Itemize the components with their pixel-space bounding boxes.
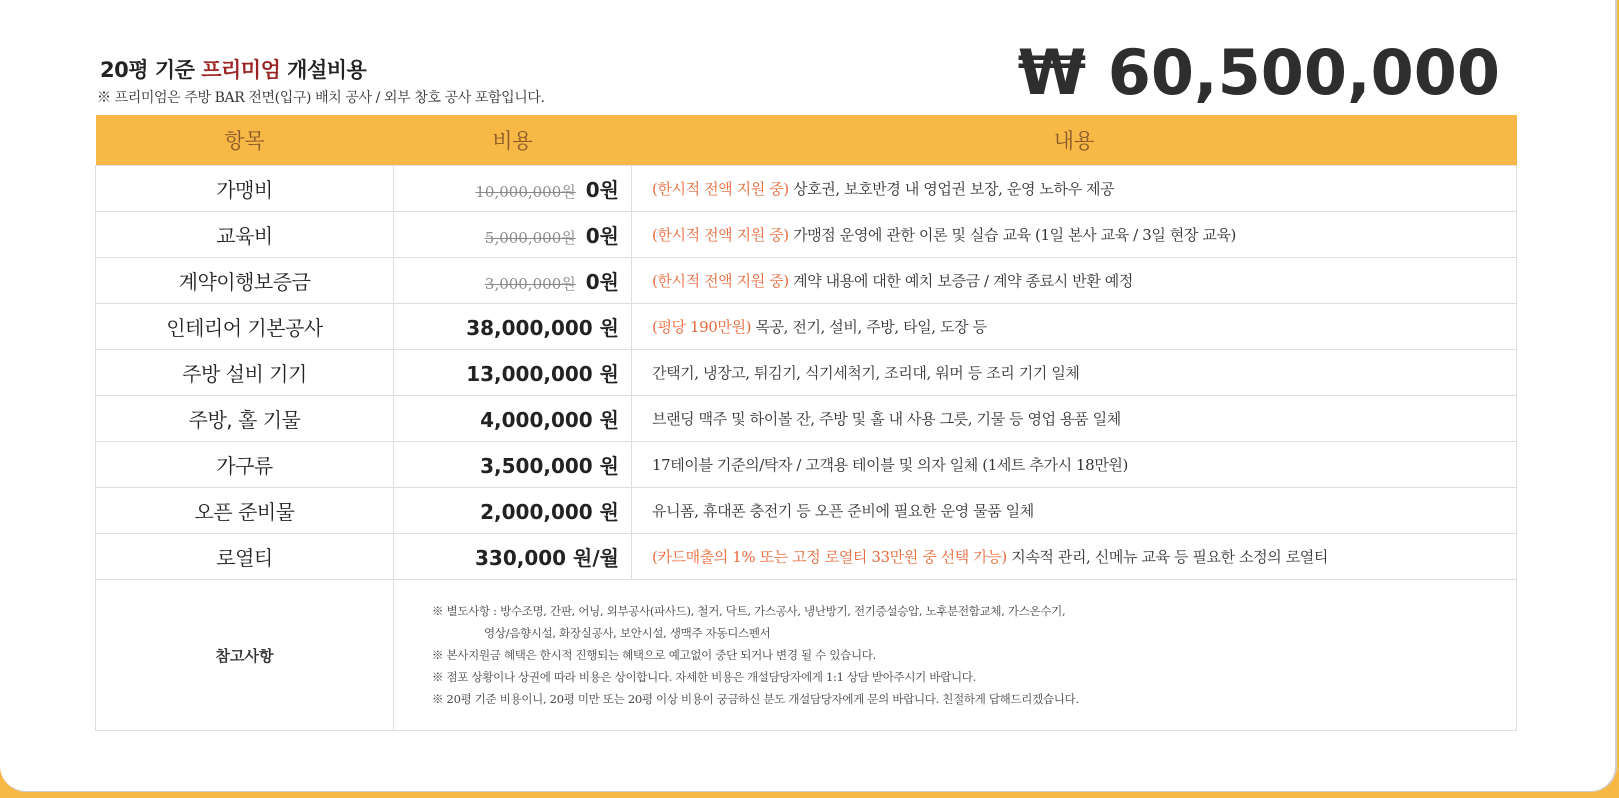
current-price: 4,000,000 원 <box>480 408 619 432</box>
row-tag: (한시적 전액 지원 중) <box>652 226 789 244</box>
row-price <box>394 488 632 534</box>
notes-content <box>394 580 1517 731</box>
current-price: 0원 <box>585 224 619 248</box>
row-desc <box>632 488 1517 534</box>
row-item: 계약이행보증금 <box>96 258 394 304</box>
table-row <box>96 212 1517 258</box>
header-content: 내용 <box>632 115 1517 166</box>
row-desc <box>632 442 1517 488</box>
notes-label: 참고사항 <box>96 580 394 731</box>
row-price <box>394 396 632 442</box>
row-desc-text: 유니폼, 휴대폰 충전기 등 오픈 준비에 필요한 운영 물품 일체 <box>652 502 1034 520</box>
row-price <box>394 212 632 258</box>
row-desc <box>632 304 1517 350</box>
title-part2: 개설비용 <box>280 58 367 82</box>
row-desc <box>632 166 1517 212</box>
row-item: 로열티 <box>96 534 394 580</box>
table-row <box>96 350 1517 396</box>
total-price: ₩ 60,500,000 <box>1017 36 1500 109</box>
row-item: 가맹비 <box>96 166 394 212</box>
current-price: 330,000 원/월 <box>474 546 619 570</box>
row-item: 주방 설비 기기 <box>96 350 394 396</box>
table-row <box>96 396 1517 442</box>
original-price: 3,000,000원 <box>484 275 576 293</box>
row-desc <box>632 212 1517 258</box>
note-line: ※ 20평 기준 비용이니, 20평 미만 또는 20평 이상 비용이 궁금하신 분도 개설담당자에게 문의 바랍니다. 친절하게 답해드리겠습니다. <box>432 692 1079 706</box>
table-row <box>96 534 1517 580</box>
premium-subnote: ※ 프리미엄은 주방 BAR 전면(입구) 배치 공사 / 외부 창호 공사 포함입니다. <box>97 90 545 106</box>
original-price: 10,000,000원 <box>475 183 576 201</box>
row-item: 교육비 <box>96 212 394 258</box>
original-price: 5,000,000원 <box>484 229 576 247</box>
row-desc <box>632 396 1517 442</box>
row-price <box>394 350 632 396</box>
row-desc-text: 가맹점 운영에 관한 이론 및 실습 교육 (1일 본사 교육 / 3일 현장 교육) <box>788 226 1236 244</box>
row-item: 주방, 홀 기물 <box>96 396 394 442</box>
table-row <box>96 304 1517 350</box>
row-desc <box>632 350 1517 396</box>
row-item: 가구류 <box>96 442 394 488</box>
row-desc-text: 간택기, 냉장고, 튀김기, 식기세척기, 조리대, 워머 등 조리 기기 일체 <box>652 364 1080 382</box>
header-item: 항목 <box>96 115 394 166</box>
page-title <box>100 54 366 84</box>
current-price: 0원 <box>585 270 619 294</box>
row-price <box>394 534 632 580</box>
table-row <box>96 166 1517 212</box>
row-desc-text: 17테이블 기준의/탁자 / 고객용 테이블 및 의자 일체 (1세트 추가시 18만원) <box>652 456 1128 474</box>
row-desc <box>632 534 1517 580</box>
table-row <box>96 442 1517 488</box>
row-desc <box>632 258 1517 304</box>
current-price: 0원 <box>585 178 619 202</box>
header-cost: 비용 <box>394 115 632 166</box>
row-tag: (한시적 전액 지원 중) <box>652 272 789 290</box>
row-item: 오픈 준비물 <box>96 488 394 534</box>
current-price: 38,000,000 원 <box>466 316 619 340</box>
row-tag: (평당 190만원) <box>652 318 752 336</box>
table-row <box>96 258 1517 304</box>
note-line: ※ 점포 상황이나 상권에 따라 비용은 상이합니다. 자세한 비용은 개설담당자에게 1:1 상담 받아주시기 바랍니다. <box>432 670 976 684</box>
row-price <box>394 304 632 350</box>
title-highlight: 프리미엄 <box>201 58 281 82</box>
notes-row <box>96 580 1517 731</box>
row-desc-text: 상호권, 보호반경 내 영업권 보장, 운영 노하우 제공 <box>788 180 1115 198</box>
note-line: ※ 별도사항 : 방수조명, 간판, 어닝, 외부공사(파사드), 철거, 닥트, 가스공사, 냉난방기, 전기증설승압, 노후분전함교체, 가스온수기, <box>432 604 1066 618</box>
table-row <box>96 488 1517 534</box>
cost-table <box>95 115 1517 731</box>
row-desc-text: 지속적 관리, 신메뉴 교육 등 필요한 소정의 로열티 <box>1006 548 1328 566</box>
table-header-row <box>96 115 1517 166</box>
row-price <box>394 258 632 304</box>
row-desc-text: 계약 내용에 대한 예치 보증금 / 계약 종료시 반환 예정 <box>788 272 1133 290</box>
title-part1: 20평 기준 <box>100 58 202 82</box>
row-price <box>394 166 632 212</box>
row-item: 인테리어 기본공사 <box>96 304 394 350</box>
row-price <box>394 442 632 488</box>
row-tag: (카드매출의 1% 또는 고정 로열티 33만원 중 선택 가능) <box>652 548 1007 566</box>
current-price: 13,000,000 원 <box>466 362 619 386</box>
note-line: 영상/음향시설, 화장실공사, 보안시설, 생맥주 자동디스펜서 <box>484 626 771 640</box>
row-tag: (한시적 전액 지원 중) <box>652 180 789 198</box>
note-line: ※ 본사지원금 혜택은 한시적 진행되는 혜택으로 예고없이 중단 되거나 변경 될 수 있습니다. <box>432 648 876 662</box>
row-desc-text: 브랜딩 맥주 및 하이볼 잔, 주방 및 홀 내 사용 그릇, 기물 등 영업 용품 일체 <box>652 410 1121 428</box>
current-price: 2,000,000 원 <box>480 500 619 524</box>
current-price: 3,500,000 원 <box>480 454 619 478</box>
row-desc-text: 목공, 전기, 설비, 주방, 타일, 도장 등 <box>751 318 987 336</box>
